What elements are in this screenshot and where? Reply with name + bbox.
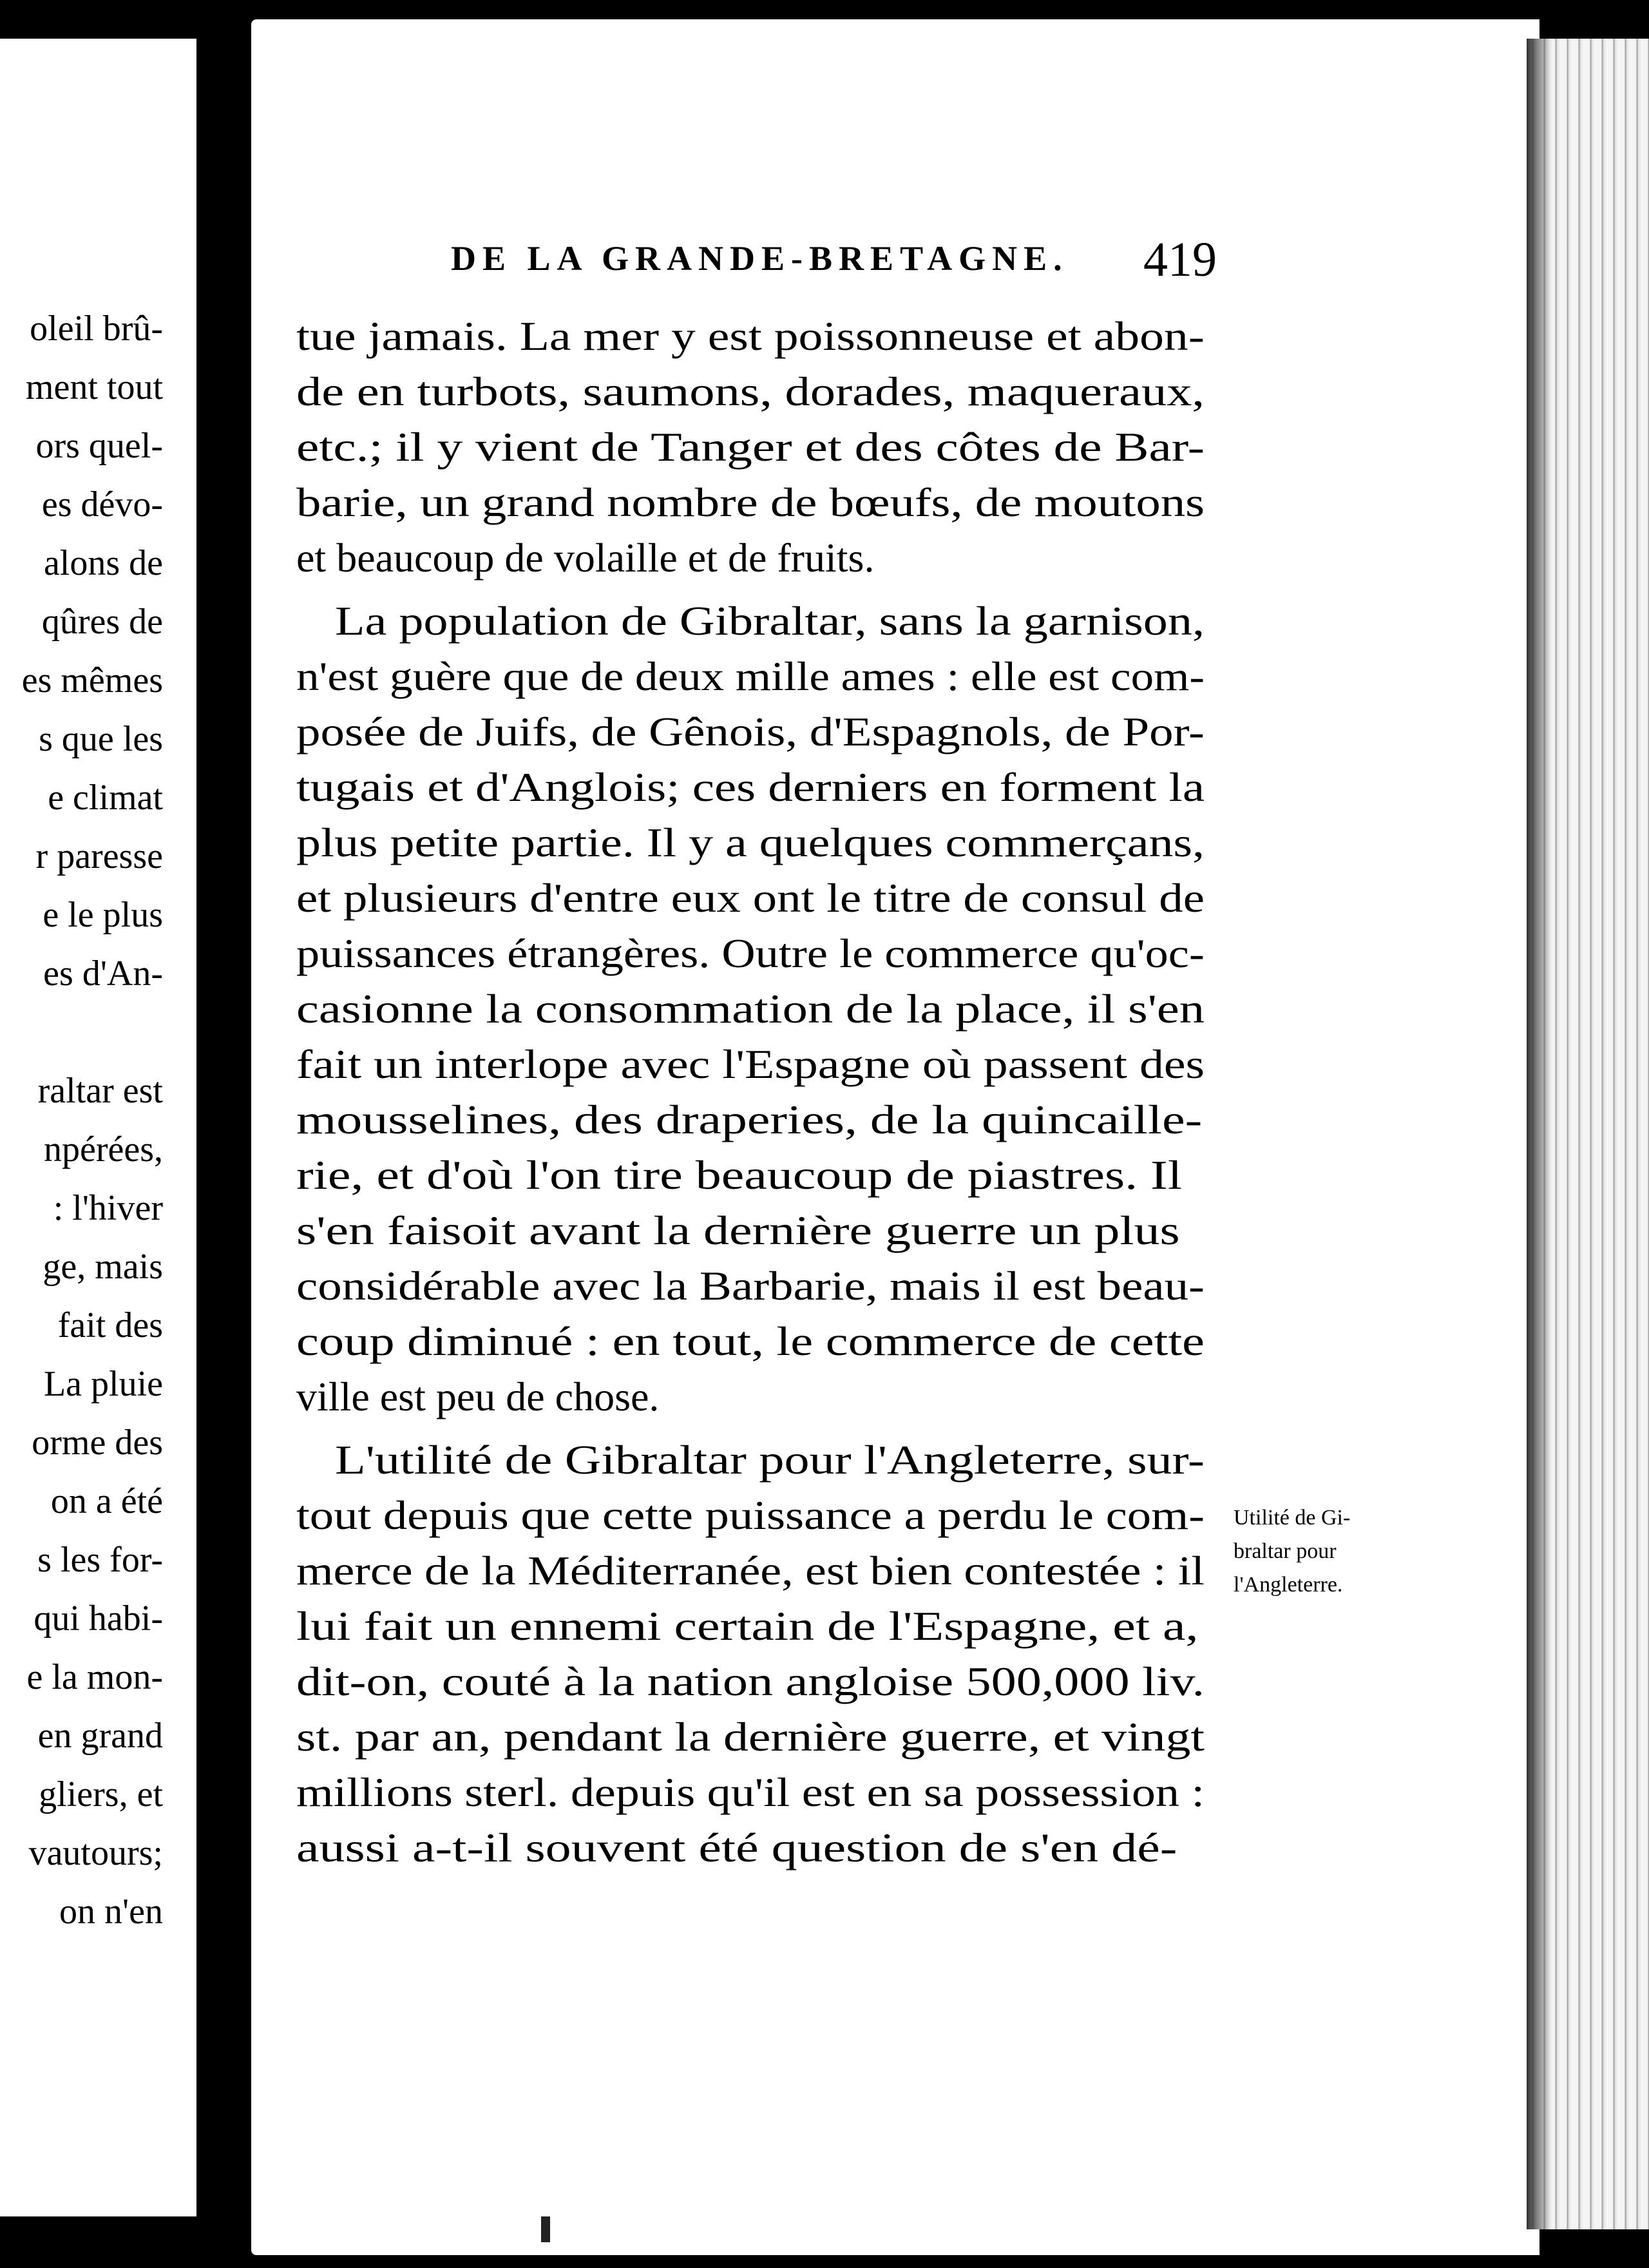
body-line: fait un interlope avec l'Espagne où passent des — [296, 1041, 1205, 1087]
left-page-line: es dévo- — [41, 485, 163, 524]
body-line: barie, un grand nombre de bœufs, de moutons — [296, 479, 1205, 525]
binding-mark — [541, 2216, 550, 2242]
body-line: de en turbots, saumons, dorades, maqueraux, — [296, 369, 1205, 414]
body-line: ville est peu de chose. — [296, 1374, 660, 1419]
body-line: tugais et d'Anglois; ces derniers en forment la — [296, 764, 1205, 810]
body-line: rie, et d'où l'on tire beaucoup de piastres. Il — [296, 1152, 1183, 1198]
left-page-line: fait des — [57, 1305, 163, 1345]
left-page-line: : l'hiver — [53, 1188, 163, 1228]
page-number: 419 — [1143, 233, 1217, 287]
left-page-line: s que les — [39, 719, 163, 759]
main-page — [251, 19, 1539, 2255]
left-page-line: raltar est — [37, 1071, 163, 1111]
left-page-line: on a été — [50, 1481, 163, 1521]
body-line: dit-on, couté à la nation angloise 500,000 liv. — [296, 1658, 1205, 1704]
running-head: DE LA GRANDE-BRETAGNE. — [451, 239, 1069, 278]
left-page-line: qui habi- — [33, 1599, 163, 1639]
body-line: coup diminué : en tout, le commerce de cette — [296, 1318, 1205, 1364]
body-line: posée de Juifs, de Gênois, d'Espagnols, de Por- — [296, 709, 1205, 754]
left-page-line: s les for- — [37, 1540, 163, 1580]
left-facing-page — [0, 39, 196, 2216]
body-line: mousselines, des draperies, de la quincaille- — [296, 1097, 1203, 1142]
left-page-line: e le plus — [43, 895, 163, 935]
body-line: tout depuis que cette puissance a perdu le com- — [296, 1492, 1205, 1538]
left-page-line: ge, mais — [43, 1247, 163, 1287]
body-line: millions sterl. depuis qu'il est en sa possession : — [296, 1769, 1205, 1815]
body-line: s'en faisoit avant la dernière guerre un plus — [296, 1207, 1180, 1253]
body-line: casionne la consommation de la place, il s'en — [296, 986, 1205, 1032]
left-page-line: on n'en — [59, 1892, 163, 1932]
left-page-line: gliers, et — [39, 1774, 163, 1814]
left-page-line: La pluie — [43, 1364, 163, 1404]
body-line: tue jamais. La mer y est poissonneuse et abon- — [296, 313, 1205, 359]
body-line: et beaucoup de volaille et de fruits. — [296, 535, 875, 581]
body-line: lui fait un ennemi certain de l'Espagne, et a, — [296, 1603, 1199, 1649]
body-line: L'utilité de Gibraltar pour l'Angleterre, sur- — [335, 1437, 1205, 1483]
left-page-line: es d'An- — [43, 954, 163, 994]
body-line: La population de Gibraltar, sans la garnison, — [335, 598, 1205, 644]
left-page-line: e la mon- — [26, 1657, 163, 1697]
body-line: puissances étrangères. Outre le commerce qu'oc- — [296, 930, 1205, 976]
margin-note — [1234, 1501, 1388, 1602]
left-page-line: oleil brû- — [30, 309, 163, 349]
left-page-line: npérées, — [43, 1129, 163, 1169]
body-line: etc.; il y vient de Tanger et des côtes de Bar- — [296, 424, 1205, 470]
left-page-line: ors quel- — [35, 426, 163, 466]
margin-note-line: braltar pour — [1234, 1539, 1337, 1563]
body-line: st. par an, pendant la dernière guerre, et vingt — [296, 1714, 1205, 1760]
book-gutter — [196, 0, 254, 2268]
body-line: n'est guère que de deux mille ames : elle est com- — [296, 653, 1205, 699]
body-line: plus petite partie. Il y a quelques commerçans, — [296, 820, 1205, 865]
left-page-line: e climat — [48, 778, 163, 818]
margin-note-line: l'Angleterre. — [1234, 1573, 1343, 1597]
body-line: aussi a-t-il souvent été question de s'en dé- — [296, 1825, 1177, 1870]
left-page-line: orme des — [32, 1423, 163, 1463]
body-line: considérable avec la Barbarie, mais il est beau- — [296, 1263, 1205, 1309]
body-line: et plusieurs d'entre eux ont le titre de consul de — [296, 875, 1205, 921]
page-edges-shadow — [1527, 39, 1552, 2229]
body-line: merce de la Méditerranée, est bien contestée : il — [296, 1548, 1205, 1593]
margin-note-line: Utilité de Gi- — [1234, 1506, 1351, 1530]
left-page-line: es mêmes — [21, 660, 163, 700]
left-page-line: alons de — [43, 543, 163, 583]
left-page-line: vautours; — [28, 1833, 163, 1873]
left-page-line: ment tout — [25, 367, 163, 407]
left-page-line: qûres de — [41, 602, 163, 642]
left-page-line: en grand — [37, 1716, 163, 1756]
left-page-line: r paresse — [35, 836, 163, 876]
